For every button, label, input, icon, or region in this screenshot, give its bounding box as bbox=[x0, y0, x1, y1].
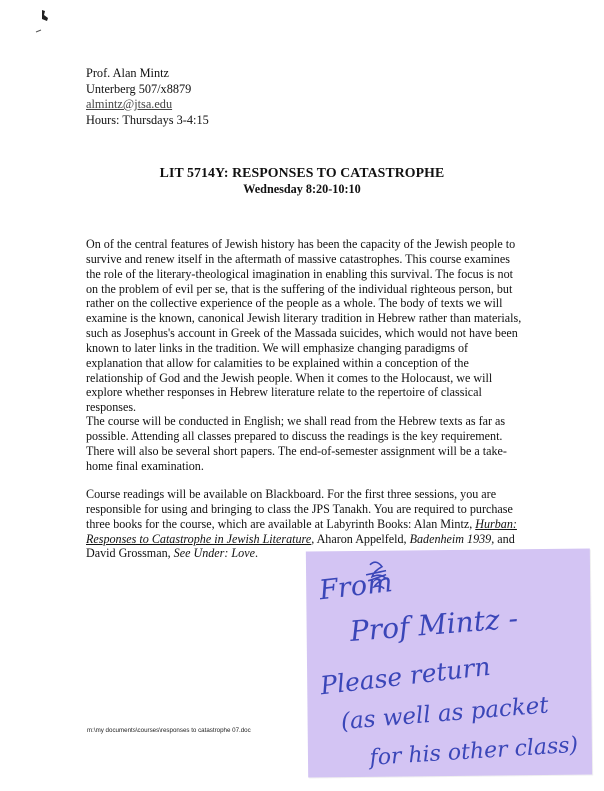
book-title-badenheim: Badenheim 1939 bbox=[409, 531, 492, 546]
note-line-4: (as well as packet bbox=[340, 692, 550, 736]
instructor-name: Prof. Alan Mintz bbox=[86, 66, 169, 80]
readings-separator-text: , Aharon Appelfeld, bbox=[311, 531, 410, 546]
course-requirements-paragraph: The course will be conducted in English; we shall read from the Hebrew texts as far as possible. Attending all classes prepared to discuss the readings is the key requirement. There will also be several short papers. The end-of-semester assignment will be a take-home final examination. bbox=[86, 414, 507, 473]
book-title-hurban: Hurban: Responses to Catastrophe in Jewish Literature bbox=[86, 516, 517, 546]
readings-separator-text: , and David Grossman, bbox=[86, 531, 515, 561]
course-schedule: Wednesday 8:20-10:10 bbox=[243, 182, 361, 196]
note-line-1: From bbox=[317, 567, 395, 607]
readings-intro-text: Course readings will be available on Blackboard. For the first three sessions, you are responsible for using and bringing to class the JPS Tanakh. You are required to purchase three books for the course, which are available at Labyrinth Books: Alan Mintz, bbox=[86, 487, 513, 531]
instructor-office: Unterberg 507/x8879 bbox=[86, 81, 192, 96]
course-title: LIT 5714Y: RESPONSES TO CATASTROPHE bbox=[159, 165, 445, 180]
office-hours: Hours: Thursdays 3-4:15 bbox=[86, 112, 209, 127]
book-title-see-under-love: See Under: Love bbox=[173, 546, 255, 561]
note-line-3: Please return bbox=[318, 651, 492, 701]
sticky-note bbox=[306, 549, 592, 778]
file-path-footer: m:\my documents\courses\responses to catastrophe 07.doc bbox=[87, 727, 251, 734]
instructor-email-link[interactable]: almintz@jtsa.edu bbox=[86, 97, 173, 111]
note-line-5: for his other class) bbox=[368, 732, 579, 771]
handwritten-note bbox=[306, 549, 592, 778]
scan-speck-icon bbox=[34, 8, 54, 36]
course-description-paragraph: On of the central features of Jewish history has been the capacity of the Jewish people to survive and renew itself in the aftermath of massive catastrophes. This course examines the role of the literary-theological imagination in enabling this survival. The focus is not on the problem of evil per se, that is the suffering of the individual righteous person, but rather on the collective experience of the people as a whole. The body of texts we will examine is the known, canonical Jewish literary tradition in Hebrew rather than materials, such as Josephus's account in Greek of the Massada suicides, which would not have been known to later links in the tradition. We will emphasize changing paradigms of explanation that allow for calamities to be explained within a conception of the relationship of God and the Jewish people. When it comes to the Holocaust, we will explore whether responses in Hebrew literature relate to the repertoire of classical responses. bbox=[86, 237, 522, 415]
note-line-2: Prof Mintz - bbox=[348, 601, 520, 649]
instructor-contact-block bbox=[86, 66, 209, 128]
readings-end-text: . bbox=[254, 546, 258, 561]
